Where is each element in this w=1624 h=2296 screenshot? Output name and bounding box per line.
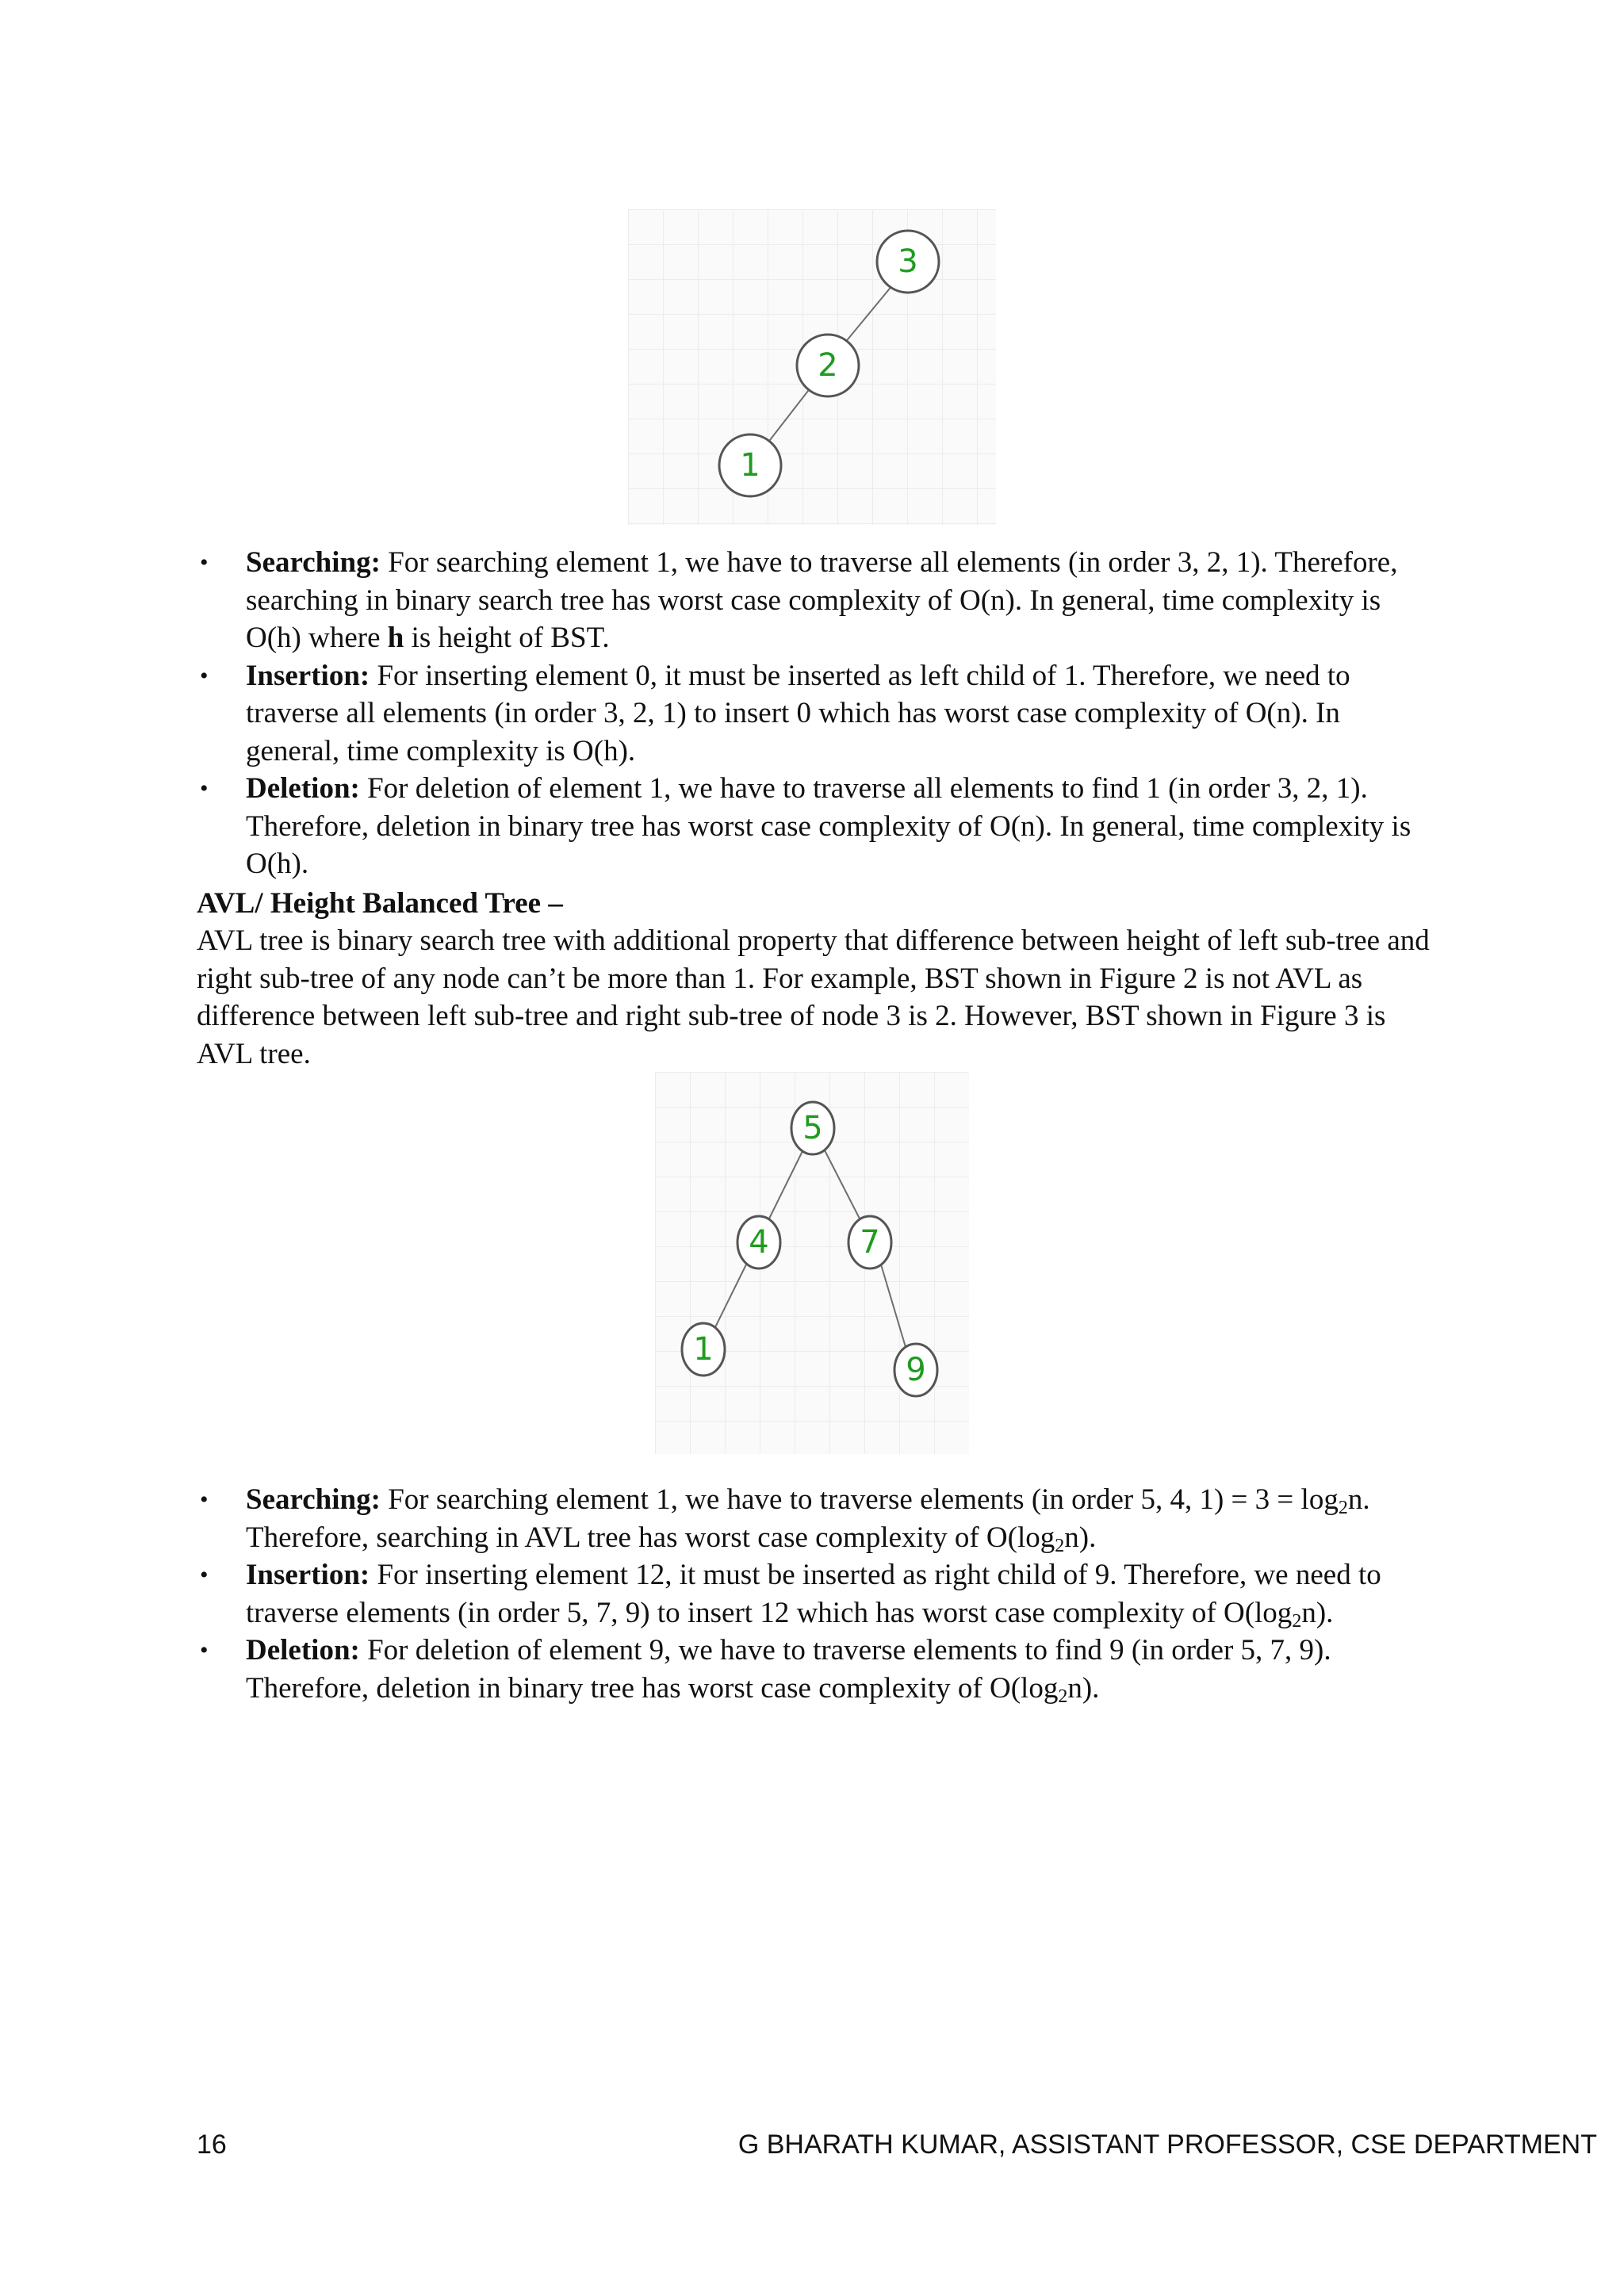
tree-node xyxy=(719,434,781,496)
tree-node xyxy=(737,1216,780,1269)
tree-node xyxy=(797,335,859,396)
tree-edge xyxy=(841,280,897,348)
avl-tree-diagram xyxy=(655,1072,969,1454)
tree-edge xyxy=(764,384,814,447)
footer-author: G BHARATH KUMAR, ASSISTANT PROFESSOR, CSE DEPARTMENT xyxy=(737,2130,1597,2160)
tree-node xyxy=(894,1344,937,1396)
bullet-icon: • xyxy=(200,549,209,576)
svg-text:9: 9 xyxy=(906,1352,926,1388)
avl-complexity-list xyxy=(197,1481,1434,1707)
item-text: For deletion of element 1, we have to traverse all elements to find 1 (in order 3, 2, 1). Therefore, deletion in binary tree has worst case complexity of O(n). In general, time complexity is O(h). xyxy=(246,772,1411,880)
item-text: For searching element 1, we have to traverse all elements (in order 3, 2, 1). Therefore, searching in binary search tree has worst case complexity of O(n). In general, time complexity is O(h) where h is height of BST. xyxy=(246,546,1398,654)
tree-edge xyxy=(715,1265,746,1327)
item-lead: Searching: xyxy=(246,546,381,579)
svg-text:1: 1 xyxy=(693,1331,714,1368)
avl-paragraph: AVL tree is binary search tree with additional property that difference between height of left sub-tree and right sub-tree of any node can’t be more than 1. For example, BST shown in Figure 2 is not AVL as difference between left sub-tree and right sub-tree of node 3 is 2. However, BST shown in Figure 3 is AVL tree. xyxy=(197,924,1430,1070)
item-lead: Insertion: xyxy=(246,659,370,692)
page-number: 16 xyxy=(197,2130,227,2160)
list-item xyxy=(197,544,1434,657)
tree-node xyxy=(877,231,939,293)
svg-text:5: 5 xyxy=(802,1110,823,1146)
figure-skewed-bst xyxy=(628,209,996,525)
item-text: For deletion of element 9, we have to traverse elements to find 9 (in order 5, 7, 9). Therefore, deletion in binary tree has worst case complexity of $O(\log_2n)$. xyxy=(246,1634,1331,1707)
section-heading: AVL/ Height Balanced Tree – xyxy=(197,887,563,920)
svg-text:3: 3 xyxy=(898,243,918,280)
bst-complexity-list xyxy=(197,544,1434,883)
list-item xyxy=(197,1481,1434,1556)
tree-edge xyxy=(769,1151,802,1219)
bullet-icon: • xyxy=(200,1562,209,1588)
item-text: For inserting element 12, it must be inserted as right child of 9. Therefore, we need to traverse elements (in order 5, 7, 9) to insert 12 which has worst case complexity of $O(\log_2n)$. xyxy=(246,1559,1381,1632)
item-lead: Insertion: xyxy=(246,1559,370,1591)
svg-text:1: 1 xyxy=(740,447,760,484)
tree-node xyxy=(682,1323,725,1376)
figure-avl-tree xyxy=(655,1072,969,1454)
item-text: For searching element 1, we have to traverse elements (in order 5, 4, $1) = 3 = \log_2n$. Therefore, searching in AVL tree has worst case complexity of $O(\log_2n)$. xyxy=(246,1483,1370,1556)
bullet-icon: • xyxy=(200,1487,209,1513)
bullet-icon: • xyxy=(200,1637,209,1663)
item-lead: Searching: xyxy=(246,1483,381,1516)
svg-text:2: 2 xyxy=(818,347,838,384)
tree-edge xyxy=(881,1265,906,1347)
list-item xyxy=(197,1556,1434,1632)
svg-text:4: 4 xyxy=(749,1224,769,1261)
bullet-icon: • xyxy=(200,662,209,689)
svg-text:7: 7 xyxy=(860,1224,880,1261)
item-text: For inserting element 0, it must be inserted as left child of 1. Therefore, we need to traverse all elements (in order 3, 2, 1) to insert 0 which has worst case complexity of O(n). In general, time complexity is O(h). xyxy=(246,659,1350,767)
bullet-icon: • xyxy=(200,775,209,802)
tree-node xyxy=(791,1102,834,1154)
list-item xyxy=(197,657,1434,771)
list-item xyxy=(197,1632,1434,1707)
tree-edge xyxy=(825,1150,860,1219)
item-lead: Deletion: xyxy=(246,1634,360,1667)
list-item xyxy=(197,770,1434,883)
item-lead: Deletion: xyxy=(246,772,360,805)
tree-node xyxy=(848,1216,891,1269)
skewed-bst-diagram xyxy=(628,209,996,525)
